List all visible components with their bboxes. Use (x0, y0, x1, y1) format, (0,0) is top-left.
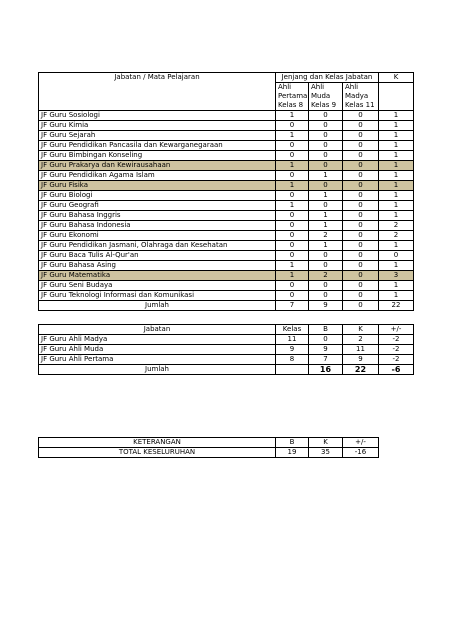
summary-total-row (39, 365, 414, 375)
row-k: 1 (379, 151, 414, 161)
summary-header-b: B (309, 325, 343, 335)
table-header-row (39, 73, 414, 83)
row-k: 1 (379, 291, 414, 301)
summary-row-name: JF Guru Ahli Muda (39, 345, 276, 355)
row-ahli-pertama: 0 (276, 211, 309, 221)
table-row (39, 201, 414, 211)
row-k: 0 (379, 251, 414, 261)
summary-header-k: K (343, 325, 379, 335)
table-row (39, 181, 414, 191)
summary-header-jabatan: Jabatan (39, 325, 276, 335)
row-k: 1 (379, 161, 414, 171)
row-k: 3 (379, 271, 414, 281)
header-ahli-pertama-line1: Ahli (278, 83, 292, 91)
row-k: 1 (379, 211, 414, 221)
row-name: JF Guru Matematika (39, 271, 276, 281)
row-ahli-muda: 0 (309, 291, 343, 301)
row-name: JF Guru Bahasa Asing (39, 261, 276, 271)
keterangan-total-spacer (379, 448, 414, 458)
row-ahli-pertama: 0 (276, 231, 309, 241)
row-ahli-pertama: 0 (276, 241, 309, 251)
jabatan-table (38, 72, 414, 311)
row-name: JF Guru Sosiologi (39, 111, 276, 121)
row-name: JF Guru Geografi (39, 201, 276, 211)
row-ahli-madya: 0 (343, 291, 379, 301)
row-k: 1 (379, 121, 414, 131)
row-k: 1 (379, 281, 414, 291)
summary-row (39, 335, 414, 345)
row-ahli-pertama: 0 (276, 221, 309, 231)
row-ahli-madya: 0 (343, 201, 379, 211)
row-name: JF Guru Pendidikan Agama Islam (39, 171, 276, 181)
table-row (39, 281, 414, 291)
keterangan-total-b: 19 (276, 448, 309, 458)
row-ahli-pertama: 1 (276, 131, 309, 141)
summary-row-diff: -2 (379, 355, 414, 365)
summary-header-diff: +/- (379, 325, 414, 335)
row-ahli-muda: 0 (309, 251, 343, 261)
row-ahli-muda: 0 (309, 121, 343, 131)
header-ahli-madya-line2: Madya (345, 92, 369, 100)
row-ahli-madya: 0 (343, 251, 379, 261)
row-ahli-muda: 0 (309, 161, 343, 171)
row-ahli-pertama: 1 (276, 181, 309, 191)
total-c: 0 (343, 301, 379, 311)
row-k: 1 (379, 241, 414, 251)
row-ahli-madya: 0 (343, 181, 379, 191)
jabatan-table-body (39, 111, 414, 301)
header-jabatan: Jabatan / Mata Pelajaran (39, 73, 276, 111)
summary-total-label: Jumlah (39, 365, 276, 375)
row-ahli-muda: 0 (309, 201, 343, 211)
row-ahli-pertama: 0 (276, 141, 309, 151)
keterangan-header-label: KETERANGAN (39, 438, 276, 448)
row-name: JF Guru Seni Budaya (39, 281, 276, 291)
header-k-blank (379, 83, 414, 111)
row-name: JF Guru Biologi (39, 191, 276, 201)
table-row (39, 121, 414, 131)
keterangan-header-row (39, 438, 414, 448)
row-ahli-muda: 1 (309, 211, 343, 221)
row-ahli-madya: 0 (343, 151, 379, 161)
row-ahli-madya: 0 (343, 231, 379, 241)
row-name: JF Guru Sejarah (39, 131, 276, 141)
keterangan-total-row (39, 448, 414, 458)
summary-row (39, 355, 414, 365)
summary-row-diff: -2 (379, 335, 414, 345)
table-row (39, 211, 414, 221)
summary-header-kelas: Kelas (276, 325, 309, 335)
row-ahli-muda: 1 (309, 221, 343, 231)
total-a: 7 (276, 301, 309, 311)
header-ahli-muda-line1: Ahli (311, 83, 325, 91)
summary-row-kelas: 8 (276, 355, 309, 365)
table-row (39, 191, 414, 201)
header-jenjang: Jenjang dan Kelas Jabatan (276, 73, 379, 83)
row-k: 1 (379, 171, 414, 181)
row-name: JF Guru Pendidikan Pancasila dan Kewarganegaraan (39, 141, 276, 151)
row-k: 1 (379, 111, 414, 121)
table-row (39, 291, 414, 301)
row-name: JF Guru Baca Tulis Al-Qur'an (39, 251, 276, 261)
row-ahli-pertama: 0 (276, 121, 309, 131)
row-ahli-muda: 0 (309, 111, 343, 121)
row-name: JF Guru Pendidikan Jasmani, Olahraga dan Kesehatan (39, 241, 276, 251)
header-ahli-pertama (276, 83, 309, 111)
row-ahli-muda: 1 (309, 171, 343, 181)
row-ahli-pertama: 1 (276, 201, 309, 211)
row-ahli-madya: 0 (343, 131, 379, 141)
summary-table (38, 324, 414, 375)
row-ahli-pertama: 0 (276, 281, 309, 291)
row-ahli-muda: 2 (309, 271, 343, 281)
summary-row-k: 11 (343, 345, 379, 355)
row-name: JF Guru Kimia (39, 121, 276, 131)
table-row (39, 141, 414, 151)
keterangan-total-label: TOTAL KESELURUHAN (39, 448, 276, 458)
header-ahli-muda-line2: Muda (311, 92, 331, 100)
row-ahli-pertama: 1 (276, 161, 309, 171)
summary-row-b: 9 (309, 345, 343, 355)
table-total-row (39, 301, 414, 311)
summary-row-kelas: 9 (276, 345, 309, 355)
row-k: 2 (379, 231, 414, 241)
total-k: 22 (379, 301, 414, 311)
row-name: JF Guru Ekonomi (39, 231, 276, 241)
row-ahli-madya: 0 (343, 111, 379, 121)
row-ahli-madya: 0 (343, 171, 379, 181)
table-row (39, 231, 414, 241)
row-name: JF Guru Prakarya dan Kewirausahaan (39, 161, 276, 171)
summary-row-diff: -2 (379, 345, 414, 355)
keterangan-header-b: B (276, 438, 309, 448)
table-row (39, 251, 414, 261)
row-ahli-pertama: 1 (276, 111, 309, 121)
keterangan-header-spacer (379, 438, 414, 448)
row-name: JF Guru Fisika (39, 181, 276, 191)
row-ahli-muda: 0 (309, 141, 343, 151)
keterangan-header-diff: +/- (343, 438, 379, 448)
summary-header-row (39, 325, 414, 335)
row-ahli-madya: 0 (343, 211, 379, 221)
row-ahli-madya: 0 (343, 261, 379, 271)
row-ahli-madya: 0 (343, 161, 379, 171)
row-ahli-pertama: 0 (276, 171, 309, 181)
summary-row-kelas: 11 (276, 335, 309, 345)
row-ahli-muda: 0 (309, 281, 343, 291)
row-ahli-madya: 0 (343, 281, 379, 291)
header-ahli-muda-line3: Kelas 9 (311, 101, 337, 109)
summary-row-name: JF Guru Ahli Pertama (39, 355, 276, 365)
table-row (39, 261, 414, 271)
table-row (39, 221, 414, 231)
row-ahli-muda: 0 (309, 181, 343, 191)
table-row (39, 271, 414, 281)
row-name: JF Guru Bahasa Inggris (39, 211, 276, 221)
row-ahli-madya: 0 (343, 141, 379, 151)
row-k: 1 (379, 181, 414, 191)
summary-total-blank (276, 365, 309, 375)
row-ahli-madya: 0 (343, 191, 379, 201)
table-row (39, 241, 414, 251)
summary-row-k: 9 (343, 355, 379, 365)
row-k: 1 (379, 261, 414, 271)
header-k: K (379, 73, 414, 83)
row-ahli-muda: 0 (309, 151, 343, 161)
row-ahli-pertama: 0 (276, 291, 309, 301)
keterangan-header-k: K (309, 438, 343, 448)
table-row (39, 171, 414, 181)
header-ahli-pertama-line3: Kelas 8 (278, 101, 304, 109)
summary-total-diff: -6 (379, 365, 414, 375)
row-ahli-pertama: 0 (276, 151, 309, 161)
keterangan-table (38, 437, 414, 458)
row-ahli-pertama: 0 (276, 251, 309, 261)
row-name: JF Guru Bimbingan Konseling (39, 151, 276, 161)
keterangan-total-k: 35 (309, 448, 343, 458)
summary-row-b: 0 (309, 335, 343, 345)
summary-table-body (39, 335, 414, 365)
header-ahli-muda (309, 83, 343, 111)
total-b: 9 (309, 301, 343, 311)
keterangan-total-diff: -16 (343, 448, 379, 458)
summary-total-b: 16 (309, 365, 343, 375)
header-ahli-madya (343, 83, 379, 111)
table-row (39, 151, 414, 161)
row-ahli-muda: 0 (309, 261, 343, 271)
row-ahli-muda: 0 (309, 131, 343, 141)
row-k: 1 (379, 131, 414, 141)
row-ahli-madya: 0 (343, 241, 379, 251)
row-ahli-madya: 0 (343, 271, 379, 281)
row-ahli-muda: 1 (309, 241, 343, 251)
row-ahli-pertama: 1 (276, 271, 309, 281)
header-ahli-madya-line3: Kelas 11 (345, 101, 375, 109)
header-ahli-madya-line1: Ahli (345, 83, 359, 91)
total-label: Jumlah (39, 301, 276, 311)
summary-row-k: 2 (343, 335, 379, 345)
summary-row-b: 7 (309, 355, 343, 365)
row-k: 1 (379, 141, 414, 151)
summary-total-k: 22 (343, 365, 379, 375)
row-ahli-muda: 2 (309, 231, 343, 241)
row-k: 1 (379, 201, 414, 211)
table-row (39, 131, 414, 141)
row-ahli-muda: 1 (309, 191, 343, 201)
row-ahli-madya: 0 (343, 221, 379, 231)
row-ahli-pertama: 0 (276, 191, 309, 201)
summary-row-name: JF Guru Ahli Madya (39, 335, 276, 345)
table-row (39, 111, 414, 121)
table-row (39, 161, 414, 171)
header-ahli-pertama-line2: Pertama (278, 92, 308, 100)
row-k: 2 (379, 221, 414, 231)
row-ahli-pertama: 1 (276, 261, 309, 271)
row-k: 1 (379, 191, 414, 201)
row-name: JF Guru Bahasa Indonesia (39, 221, 276, 231)
row-name: JF Guru Teknologi Informasi dan Komunikasi (39, 291, 276, 301)
summary-row (39, 345, 414, 355)
row-ahli-madya: 0 (343, 121, 379, 131)
